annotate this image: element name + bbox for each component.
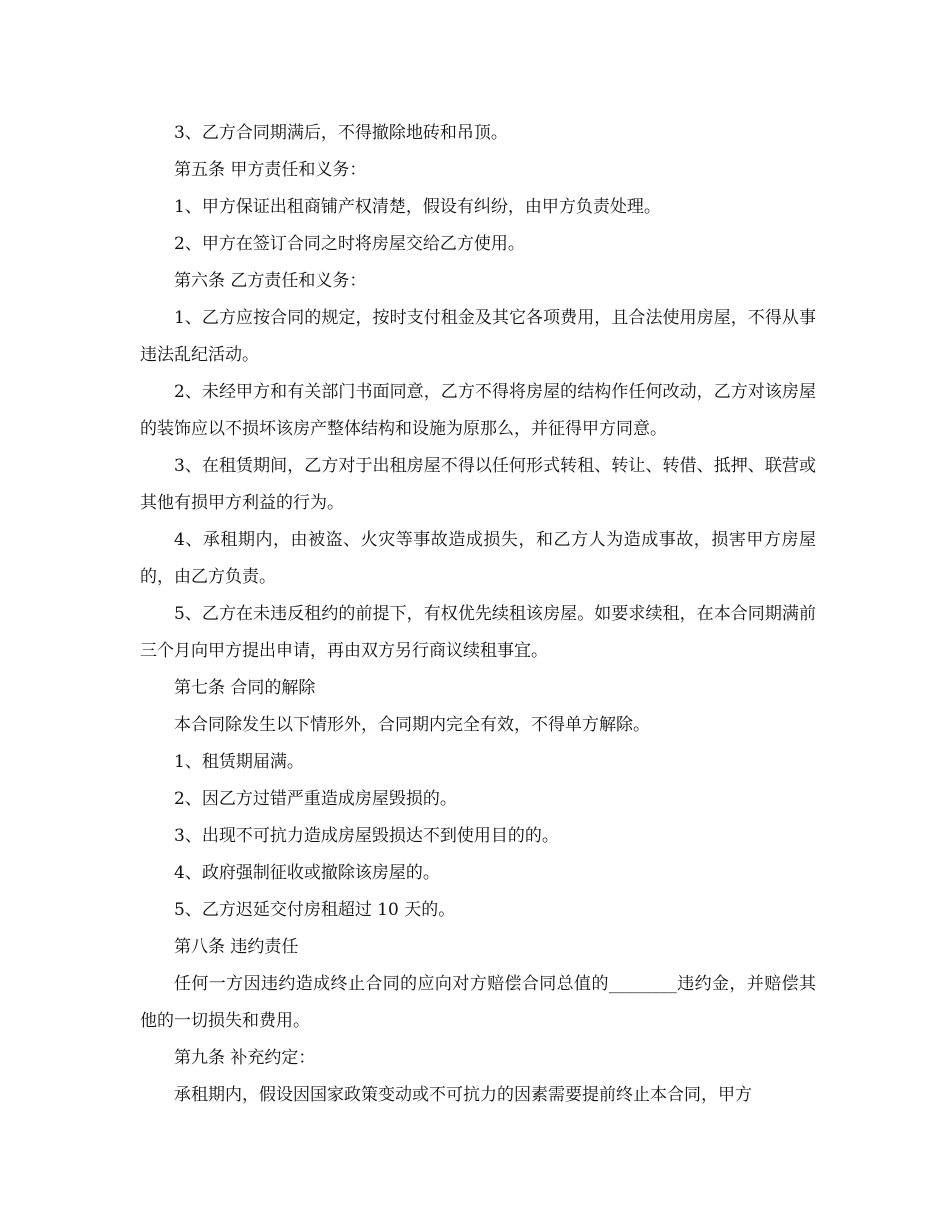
article-8-heading: 第八条 违约责任 [174, 937, 299, 957]
supplement-paragraph: 承租期内，假设因国家政策变动或不可抗力的因素需要提前终止本合同，甲方 [174, 1085, 752, 1105]
article-7-heading: 第七条 合同的解除 [174, 678, 316, 698]
termination-item-4: 4、政府强制征收或撤除该房屋的。 [174, 863, 440, 883]
termination-item-5: 5、乙方迟延交付房租超过 10 天的。 [174, 900, 456, 920]
article-9-heading: 第九条 补充约定： [174, 1048, 316, 1068]
article-6-heading: 第六条 乙方责任和义务： [174, 271, 367, 291]
landlord-duty-2-paragraph: 2、甲方在签订合同之时将房屋交给乙方使用。 [174, 234, 525, 254]
termination-item-2: 2、因乙方过错严重造成房屋毁损的。 [174, 789, 457, 809]
article-5-heading: 第五条 甲方责任和义务： [174, 160, 367, 180]
tenant-duty-2-paragraph: 2、未经甲方和有关部门书面同意，乙方不得将房屋的结构作任何改动，乙方对该房屋的装饰应以不损坏该房产整体结构和设施为原那么，并征得甲方同意。 [140, 382, 816, 439]
tenant-duty-3-paragraph: 3、在租赁期间，乙方对于出租房屋不得以任何形式转租、转让、转借、抵押、联营或其他有损甲方利益的行为。 [140, 456, 816, 513]
clause-5-3-paragraph: 3、乙方合同期满后，不得撤除地砖和吊顶。 [174, 123, 508, 143]
tenant-duty-1-paragraph: 1、乙方应按合同的规定，按时支付租金及其它各项费用，且合法使用房屋，不得从事违法乱纪活动。 [140, 308, 816, 365]
tenant-duty-4-paragraph: 4、承租期内，由被盗、火灾等事故造成损失，和乙方人为造成事故，损害甲方房屋的，由乙方负责。 [140, 530, 816, 587]
termination-item-3: 3、出现不可抗力造成房屋毁损达不到使用目的的。 [174, 826, 559, 846]
liability-paragraph: 任何一方因违约造成终止合同的应向对方赔偿合同总值的________违约金，并赔偿其他的一切损失和费用。 [140, 974, 816, 1031]
termination-intro-paragraph: 本合同除发生以下情形外，合同期内完全有效，不得单方解除。 [174, 715, 650, 735]
tenant-duty-5-paragraph: 5、乙方在未违反租约的前提下，有权优先续租该房屋。如要求续租，在本合同期满前三个月向甲方提出申请，再由双方另行商议续租事宜。 [140, 604, 816, 661]
document-body [140, 115, 816, 1114]
termination-item-1: 1、租赁期届满。 [174, 752, 304, 772]
landlord-duty-1-paragraph: 1、甲方保证出租商铺产权清楚，假设有纠纷，由甲方负责处理。 [174, 197, 661, 217]
